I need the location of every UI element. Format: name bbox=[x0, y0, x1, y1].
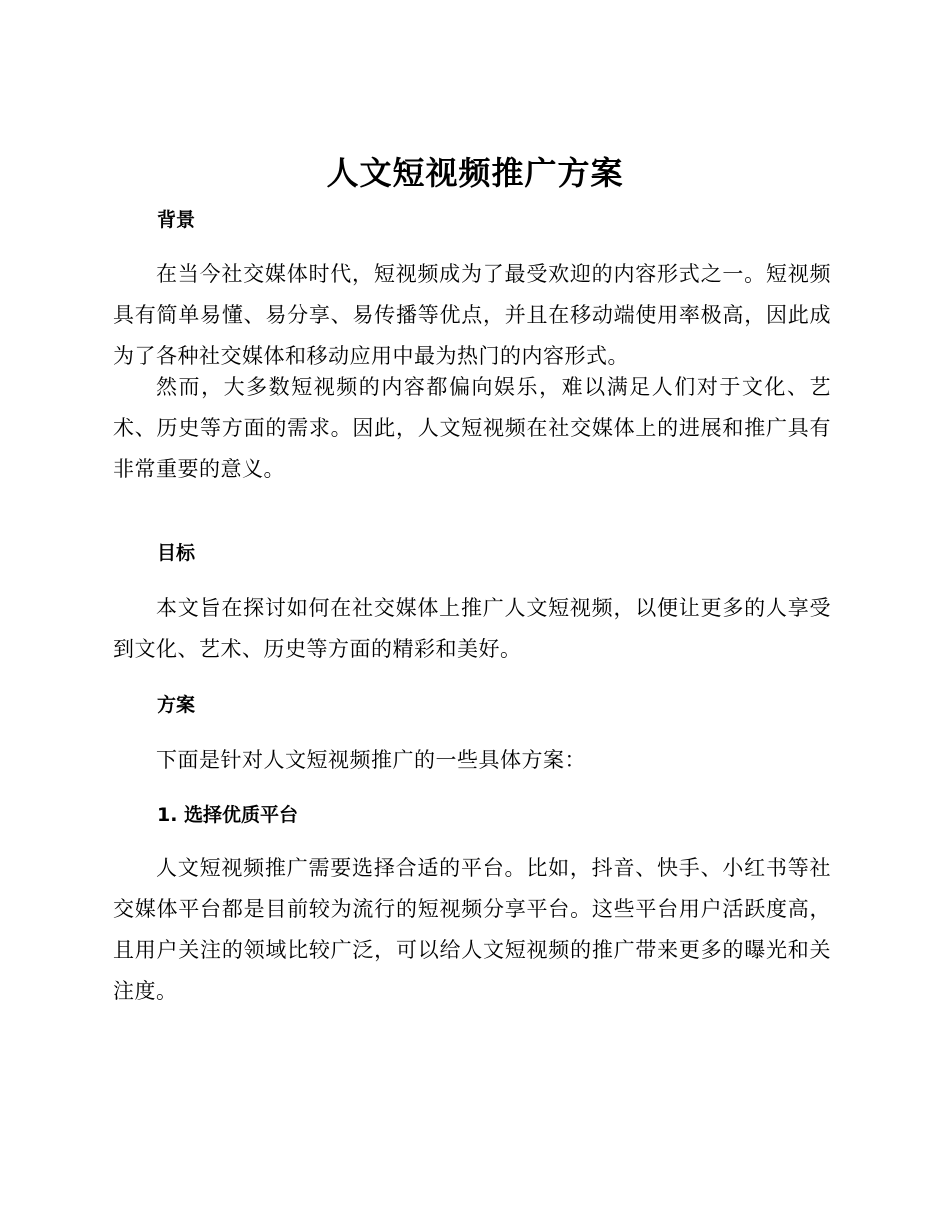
paragraph-background-1: 在当今社交媒体时代，短视频成为了最受欢迎的内容形式之一。短视频具有简单易懂、易分享、易传播等优点，并且在移动端使用率极高，因此成为了各种社交媒体和移动应用中最为热门的内容形式。 bbox=[113, 262, 831, 368]
paragraph-background-2: 然而，大多数短视频的内容都偏向娱乐，难以满足人们对于文化、艺术、历史等方面的需求。因此，人文短视频在社交媒体上的进展和推广具有非常重要的意义。 bbox=[113, 375, 831, 481]
paragraph-goal: 本文旨在探讨如何在社交媒体上推广人文短视频，以便让更多的人享受到文化、艺术、历史等方面的精彩和美好。 bbox=[113, 596, 831, 661]
paragraph-plan-intro: 下面是针对人文短视频推广的一些具体方案： bbox=[156, 748, 586, 772]
paragraph-platform: 人文短视频推广需要选择合适的平台。比如，抖音、快手、小红书等社交媒体平台都是目前较为流行的短视频分享平台。这些平台用户活跃度高，且用户关注的领域比较广泛，可以给人文短视频的推广带来更多的曝光和关注度。 bbox=[113, 856, 831, 1003]
section-heading-platform: 1. 选择优质平台 bbox=[157, 804, 299, 826]
section-heading-plan: 方案 bbox=[157, 694, 196, 716]
document-title: 人文短视频推广方案 bbox=[326, 154, 624, 192]
section-heading-background: 背景 bbox=[157, 209, 196, 231]
section-heading-goal: 目标 bbox=[157, 542, 196, 564]
